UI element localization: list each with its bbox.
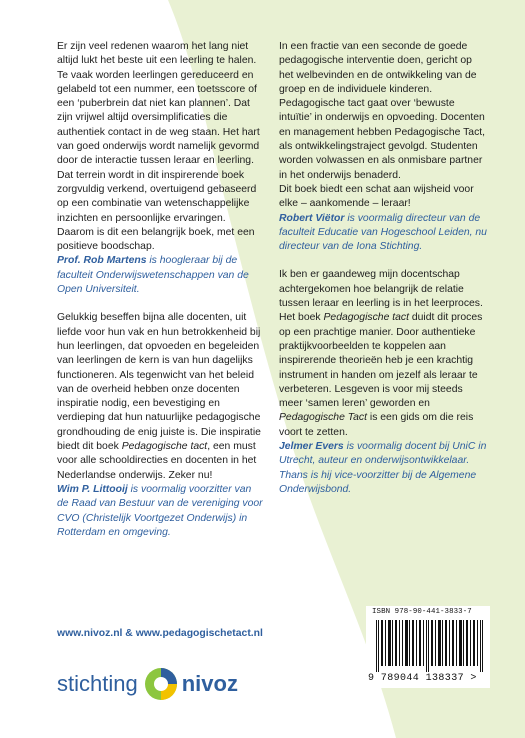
- barcode-icon: [376, 620, 484, 672]
- quote-robert-vietor-closing: Dit boek biedt een schat aan wijsheid voor elke – aankomende – leraar!: [279, 183, 474, 210]
- signature-robert-vietor: [279, 212, 489, 255]
- signature-wim-littooij: [57, 483, 265, 540]
- quote-wim-littooij: [57, 311, 265, 483]
- left-column: [57, 40, 265, 540]
- signature-jelmer-evers: [279, 440, 489, 497]
- quote-text: , een must voor alle schooldirecties en docenten in het Nederlandse onderwijs. Zeker nu!: [57, 441, 257, 481]
- signature-role: is hoogleraar bij de faculteit Onderwijswetenschappen van de Open Universiteit.: [57, 255, 249, 296]
- signature-rob-martens: [57, 254, 265, 297]
- signature-role: is voormalig docent bij UniC in Utrecht, auteur en onderwijsontwikkelaar. Thans is hij vice-voorzitter bij de Algemene Onderwijsbond.: [279, 441, 487, 495]
- isbn-label: ISBN 978-90-441-3833-7: [372, 608, 472, 616]
- nivoz-circle-icon: [144, 667, 178, 701]
- quote-robert-vietor: In een fractie van een seconde de goede pedagogische interventie doen, gericht op het welbevinden en de ontwikkeling van de groep en de individuele kinderen. Pedagogische tact gaat over ‘bewuste intuïtie’ in onderwijs en opvoeding. Docenten en management hebben Pedagogische Tact, als ontwikkelingstraject gevolgd. Studenten worden volwassen en als onmisbare partner in het onderwijs benaderd.: [279, 41, 486, 181]
- signature-name: Prof. Rob Martens: [57, 255, 147, 267]
- quote-text: duidt dit proces op een prachtige manier. Door authentieke praktijkvoorbeelden te koppelen aan inspirerende theorieën heb je een krachtig instrument in handen om jezelf als leraar te verbeteren. Lesgeven is voor mij steeds meer ‘samen leren’ geworden en: [279, 312, 483, 410]
- book-title: Pedagogische tact: [323, 312, 409, 324]
- logo-word-nivoz: nivoz: [181, 671, 238, 696]
- signature-role: is voormalig directeur van de faculteit Educatie van Hogeschool Leiden, nu directeur van de Iona Stichting.: [279, 212, 487, 253]
- quote-text: is een gids om die reis voort te zetten.: [279, 412, 474, 438]
- barcode-area: [366, 606, 490, 688]
- signature-role: is voormalig voorzitter van de Raad van Bestuur van de vereniging voor CVO (Christelijk Voortgezet Onderwijs) in Rotterdam en omgeving.: [57, 483, 263, 538]
- quote-rob-martens: Er zijn veel redenen waarom het lang niet altijd lukt het beste uit een leerling te halen. Te vaak worden leerlingen gereduceerd en gelabeld tot een nummer, een toetsscore of een ‘puberbrein dat niet kan plannen’. Dat zijn vrijwel altijd oversimplificaties die authentiek contact in de weg staan. Het hart van goed onderwijs wordt namelijk gevormd door de interactie tussen leraar en leerling. Dat terrein wordt in dit inspirerende boek zorgvuldig verkend, overtuigend gebaseerd op een combinatie van wetenschappelijke inzichten en persoonlijke ervaringen. Daarom is dit een belangrijk boek, met een positieve boodschap.: [57, 41, 260, 253]
- right-column: [279, 40, 489, 497]
- quote-text: Gelukkig beseffen bijna alle docenten, uit liefde voor hun vak en hun betrokkenheid bij hun leerlingen, dat opvoeden en begeleiden van leerlingen de kern is van hun dagelijks functioneren. Als tegenwicht van het beleid van de overheid hebben onze docenten inspiratie nodig, een bevestiging en verdieping dat hun natuurlijke pedagogische grondhouding de enig juiste is. Die inspiratie biedt dit boek: [57, 312, 261, 453]
- book-title: Pedagogische tact: [121, 441, 208, 453]
- signature-name: Wim P. Littooij: [57, 483, 128, 495]
- quote-jelmer-evers: [279, 268, 489, 440]
- logo-word-stichting: stichting: [57, 671, 138, 696]
- signature-name: Robert Viëtor: [279, 212, 345, 224]
- nivoz-logo: [57, 664, 238, 704]
- quote-text: Ik ben er gaandeweg mijn docentschap achtergekomen hoe belangrijk de relatie tussen leraar en leerling is in het leerproces. Het boek: [279, 269, 483, 324]
- website-links[interactable]: www.nivoz.nl & www.pedagogischetact.nl: [57, 628, 263, 639]
- signature-name: Jelmer Evers: [279, 441, 344, 453]
- barcode-digits: 9 789044 138337 >: [368, 673, 477, 684]
- book-title: Pedagogische Tact: [279, 412, 367, 424]
